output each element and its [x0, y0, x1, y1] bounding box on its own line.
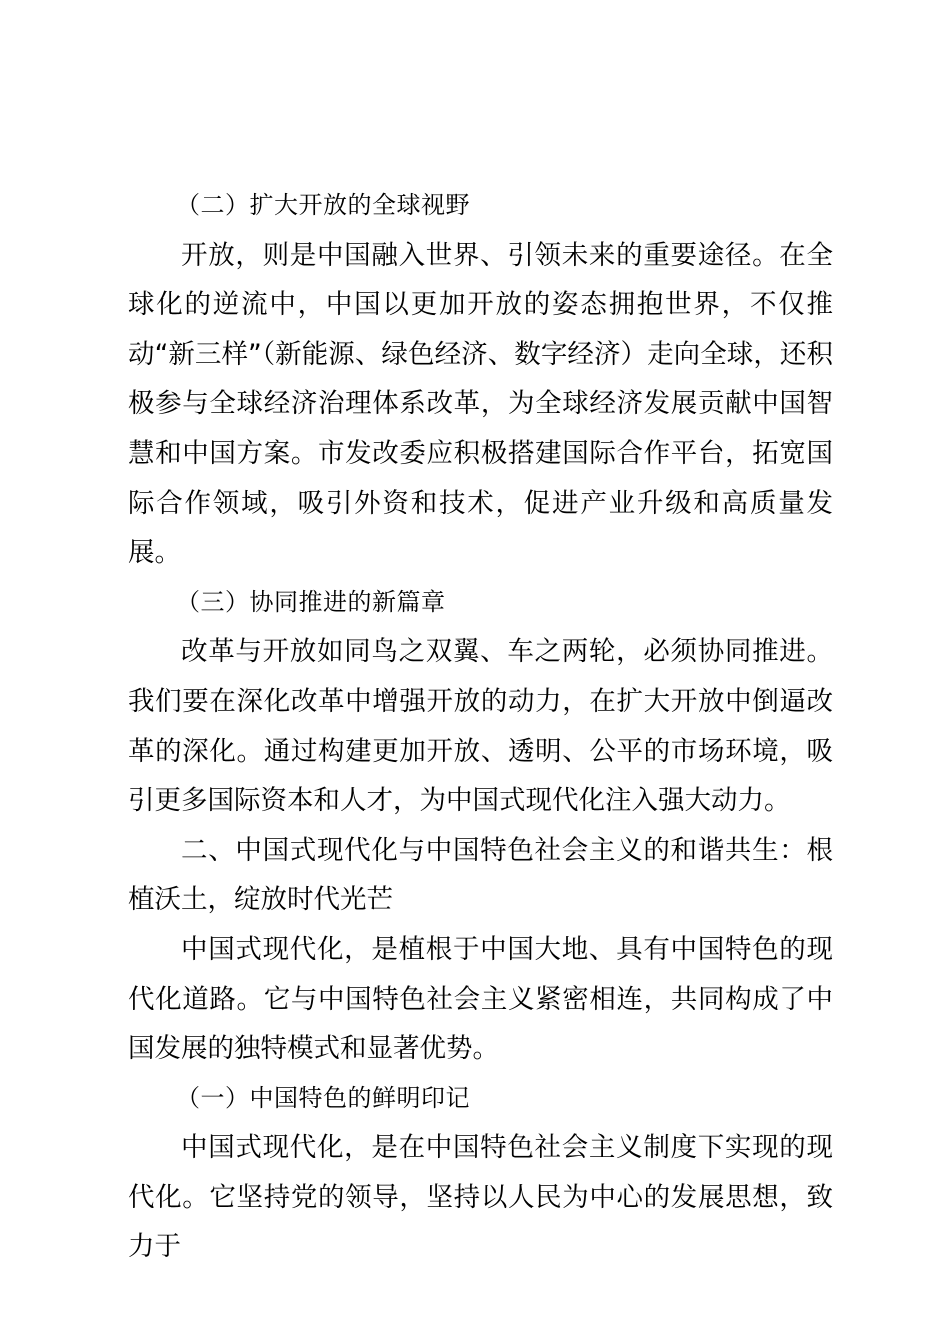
subheading-expand-opening: （二）扩大开放的全球视野 [176, 191, 470, 219]
paragraph-opening-global: 开放，则是中国融入世界、引领未来的重要途径。在全球化的逆流中，中国以更加开放的姿态拥抱世界，不仅推动“新三样”（新能源、绿色经济、数字经济）走向全球，还积极参与全球经济治理体系改革，为全球经济发展贡献中国智慧和中国方案。市发改委应积极搭建国际合作平台，拓宽国际合作领域，吸引外资和技术，促进产业升级和高质量发展。 [128, 239, 833, 569]
paragraph-chinese-modernization: 中国式现代化，是植根于中国大地、具有中国特色的现代化道路。它与中国特色社会主义紧密相连，共同构成了中国发展的独特模式和显著优势。 [128, 933, 833, 1065]
document-body [128, 181, 833, 1272]
subheading-chinese-characteristics: （一）中国特色的鲜明印记 [176, 1083, 470, 1112]
subheading-coordinated-advance: （三）协同推进的新篇章 [176, 587, 446, 616]
section-heading-two: 二、中国式现代化与中国特色社会主义的和谐共生：根植沃土，绽放时代光芒 [128, 834, 833, 916]
paragraph-socialist-system: 中国式现代化，是在中国特色社会主义制度下实现的现代化。它坚持党的领导，坚持以人民为中心的发展思想，致力于 [128, 1132, 833, 1263]
paragraph-reform-opening: 改革与开放如同鸟之双翼、车之两轮，必须协同推进。我们要在深化改革中增强开放的动力，在扩大开放中倒逼改革的深化。通过构建更加开放、透明、公平的市场环境，吸引更多国际资本和人才，为中国式现代化注入强大动力。 [128, 636, 833, 817]
